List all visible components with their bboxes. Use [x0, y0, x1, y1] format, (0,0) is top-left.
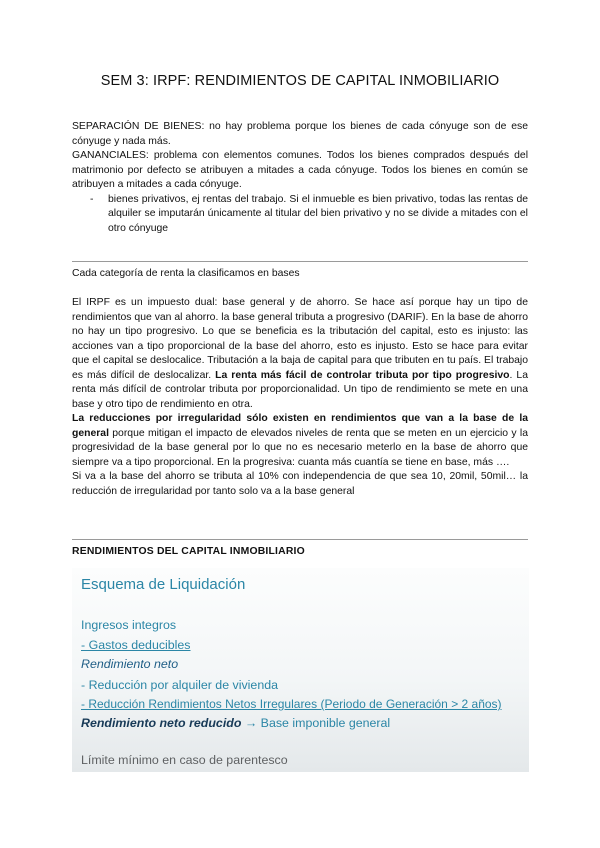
page-title: SEM 3: IRPF: RENDIMIENTOS DE CAPITAL INMOBILIARIO: [100, 73, 500, 89]
bases-heading: Cada categoría de renta la clasificamos en bases: [72, 268, 300, 279]
text-run: porque mitigan el impacto de elevados niveles de renta que se meten en un ejercicio y la progresividad de la base general por lo que no es necesario meterlo en la base de ahorro que siempre va a tipo proporcional. En la progresiva: cuanta más cuantía se tiene en base, más ….: [72, 427, 528, 468]
divider: [72, 261, 528, 262]
bold-text-run: La renta más fácil de controlar tributa por tipo progresivo: [215, 369, 510, 381]
bold-text-run: La reducciones por irregularidad sólo existen en rendimientos que van a la base de la general: [72, 413, 528, 439]
text-run: . La renta más difícil de controlar tributa por proporcionalidad. Un tipo de rendimiento se mete en una base y otro tipo de rendimiento en otra.: [72, 369, 528, 410]
scheme-rendimiento-reducido-label: Rendimiento neto reducido: [81, 716, 242, 730]
bases-paragraph-1: [72, 296, 528, 412]
scheme-gastos: - Gastos deducibles: [81, 638, 191, 652]
scheme-rendimiento-neto: Rendimiento neto: [81, 657, 179, 671]
scheme-ingresos: Ingresos integros: [81, 618, 177, 632]
section-heading: RENDIMIENTOS DEL CAPITAL INMOBILIARIO: [72, 546, 305, 557]
text-run: El IRPF es un impuesto dual: base general y de ahorro. Se hace así porque hay un tipo de rendimientos que van al ahorro. la base general tributa a progresivo (DARIF). En la base de ahorro no hay un tipo progresivo. Lo que se beneficia es la tributación del capital, esto es injusto: las acciones van a tipo proporcional de la base del ahorro, esto es injusto. Esto se hace para evitar que el capital se deslocalice. Tributación a la baja de capital para que tributen en tu país. El trabajo es más difícil de deslocalizar.: [72, 297, 528, 381]
bullet-dash: -: [90, 193, 94, 205]
scheme-title: Esquema de Liquidación: [81, 576, 246, 593]
scheme-reduccion-irregulares: - Reducción Rendimientos Netos Irregulares (Periodo de Generación > 2 años): [81, 697, 502, 711]
liquidation-scheme-figure: [72, 568, 529, 772]
bases-paragraph-2: [72, 412, 528, 470]
scheme-limite: Límite mínimo en caso de parentesco: [81, 753, 288, 767]
list-item-text: bienes privativos, ej rentas del trabajo. Si el inmueble es bien privativo, todas las rentas de alquiler se imputarán únicamente al titular del bien privativo y no se divide a mitades con el otro cónyuge: [108, 193, 528, 234]
scheme-reduccion-alquiler: - Reducción por alquiler de vivienda: [81, 678, 278, 692]
scheme-base-imponible: → Base imponible general: [241, 716, 391, 730]
gananciales-paragraph: GANANCIALES: problema con elementos comunes. Todos los bienes comprados después del matrimonio por defecto se atribuyen a mitades a cada cónyuge. Todos los bienes en común se atribuyen a mitades a cada cónyuge.: [72, 150, 528, 190]
scheme-rendimiento-reducido: [81, 716, 390, 730]
bullet-list: [72, 193, 528, 237]
divider: [72, 539, 528, 540]
list-item: [72, 193, 528, 237]
intro-section: [72, 120, 528, 236]
bases-section: [72, 267, 528, 499]
bases-paragraph-3: Si va a la base del ahorro se tributa al 10% con independencia de que sea 10, 20mil, 50mil… la reducción de irregularidad por tanto solo va a la base general: [72, 471, 528, 497]
separacion-paragraph: SEPARACIÓN DE BIENES: no hay problema porque los bienes de cada cónyuge son de ese cónyuge y nada más.: [72, 121, 528, 147]
